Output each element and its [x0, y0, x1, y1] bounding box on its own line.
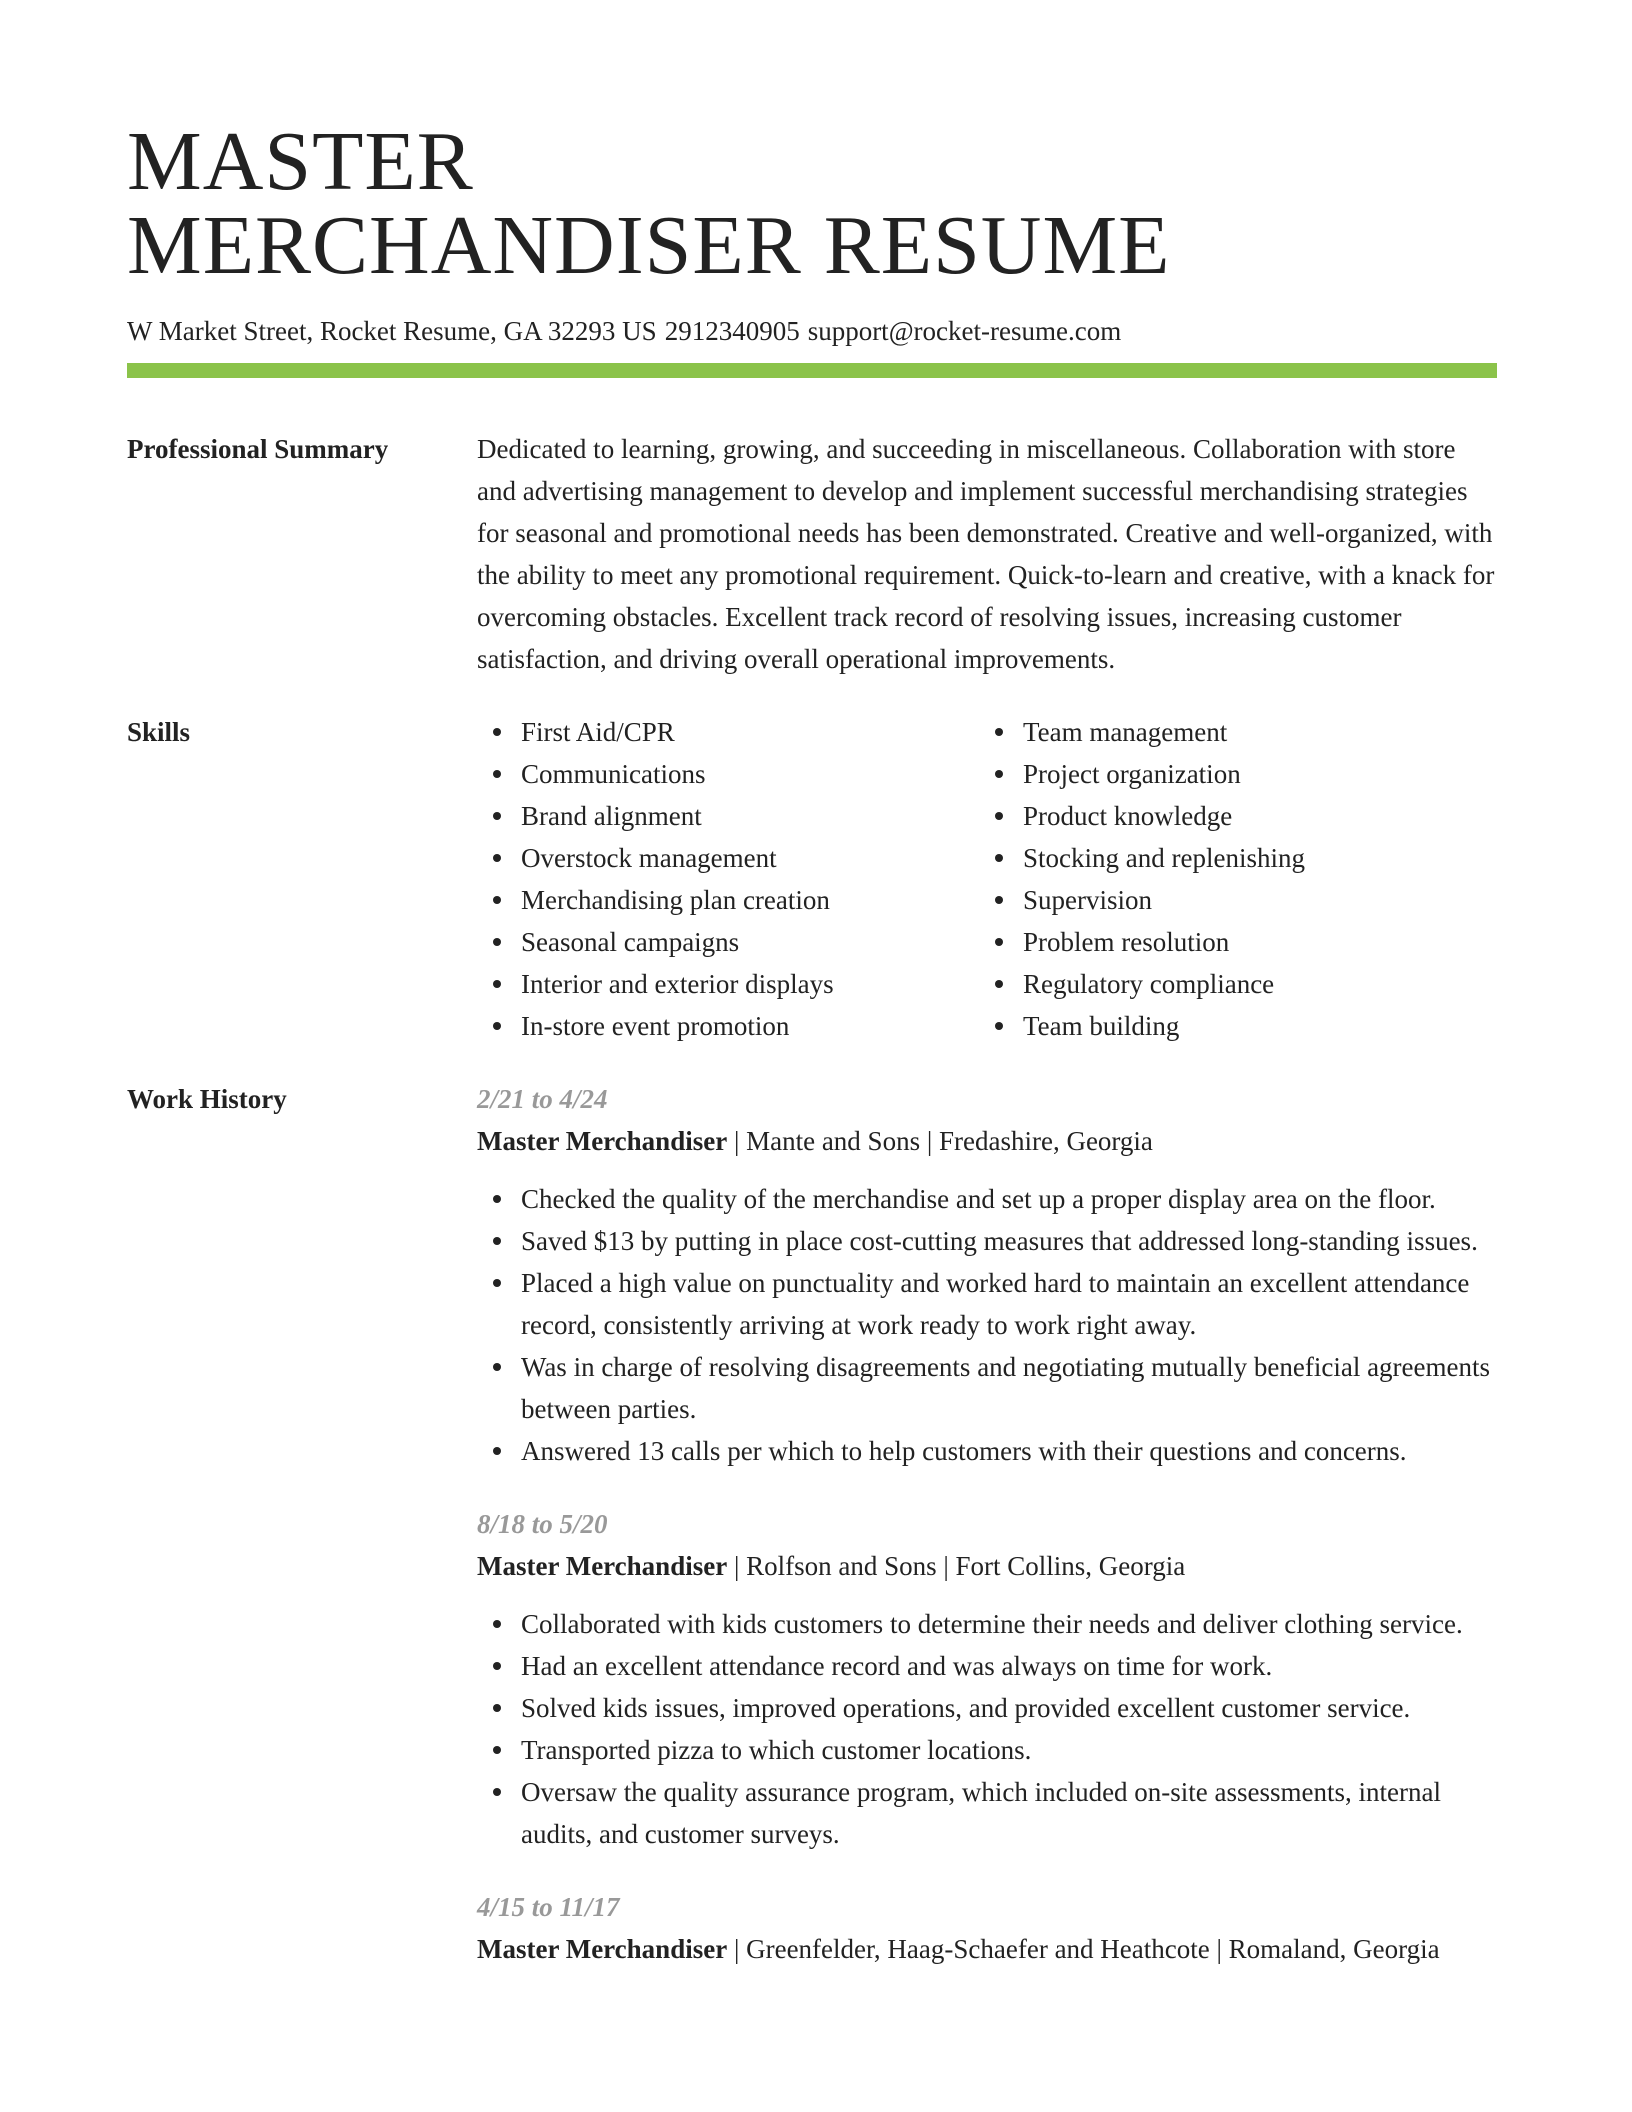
contact-email: support@rocket-resume.com [807, 316, 1122, 346]
section-label-work-history: Work History [127, 1084, 287, 1114]
job-details: | Mante and Sons | Fredashire, Georgia [727, 1126, 1153, 1156]
skill-item: Communications [521, 753, 979, 795]
job-bullets [477, 1603, 1497, 1855]
professional-summary-section [127, 428, 1497, 680]
job-bullets [477, 1178, 1497, 1472]
work-history-body [477, 1078, 1497, 2001]
resume-page [127, 115, 1497, 2001]
job-dates: 4/15 to 11/17 [477, 1892, 620, 1922]
job-entry [477, 1078, 1497, 1472]
job-bullet: Answered 13 calls per which to help customers with their questions and concerns. [521, 1430, 1497, 1472]
skills-body [477, 711, 1497, 1047]
work-history-section [127, 1078, 1497, 2001]
resume-title-line-1: MASTER [127, 115, 474, 208]
skill-item: First Aid/CPR [521, 711, 979, 753]
skill-item: Brand alignment [521, 795, 979, 837]
skill-item: Project organization [1023, 753, 1481, 795]
job-dates: 8/18 to 5/20 [477, 1509, 608, 1539]
job-bullet: Saved $13 by putting in place cost-cutting measures that addressed long-standing issues. [521, 1220, 1497, 1262]
skill-item: Product knowledge [1023, 795, 1481, 837]
skill-item: Seasonal campaigns [521, 921, 979, 963]
job-details: | Rolfson and Sons | Fort Collins, Georgia [727, 1551, 1186, 1581]
job-bullet: Solved kids issues, improved operations, and provided excellent customer service. [521, 1687, 1497, 1729]
skills-list-left [477, 711, 979, 1047]
contact-info [127, 314, 1497, 348]
section-label-skills: Skills [127, 717, 191, 747]
job-bullet: Checked the quality of the merchandise and set up a proper display area on the floor. [521, 1178, 1497, 1220]
job-bullet: Placed a high value on punctuality and worked hard to maintain an excellent attendance record, consistently arriving at work ready to work right away. [521, 1262, 1497, 1346]
resume-title-line-2: MERCHANDISER RESUME [127, 199, 1171, 292]
job-heading [477, 1928, 1497, 1970]
job-heading [477, 1120, 1497, 1162]
job-bullet: Collaborated with kids customers to determine their needs and deliver clothing service. [521, 1603, 1497, 1645]
job-entry [477, 1886, 1497, 1970]
skills-section [127, 711, 1497, 1047]
contact-address: W Market Street, Rocket Resume, GA 32293 US [127, 316, 657, 346]
skill-item: In-store event promotion [521, 1005, 979, 1047]
job-bullet: Transported pizza to which customer locations. [521, 1729, 1497, 1771]
resume-header [127, 115, 1497, 378]
skill-item: Supervision [1023, 879, 1481, 921]
skill-item: Merchandising plan creation [521, 879, 979, 921]
skill-item: Overstock management [521, 837, 979, 879]
job-heading [477, 1545, 1497, 1587]
job-entry [477, 1503, 1497, 1855]
section-label-professional-summary: Professional Summary [127, 434, 389, 464]
header-divider [127, 363, 1497, 378]
job-bullet: Had an excellent attendance record and was always on time for work. [521, 1645, 1497, 1687]
summary-text: Dedicated to learning, growing, and succeeding in miscellaneous. Collaboration with store and advertising management to develop and implement successful merchandising strategies for seasonal and promotional needs has been demonstrated. Creative and well-organized, with the ability to meet any promotional requirement. Quick-to-learn and creative, with a knack for overcoming obstacles. Excellent track record of resolving issues, increasing customer satisfaction, and driving overall operational improvements. [477, 434, 1495, 674]
job-details: | Greenfelder, Haag-Schaefer and Heathcote | Romaland, Georgia [727, 1934, 1440, 1964]
job-bullet: Was in charge of resolving disagreements and negotiating mutually beneficial agreements between parties. [521, 1346, 1497, 1430]
skill-item: Team building [1023, 1005, 1481, 1047]
job-title: Master Merchandiser [477, 1126, 728, 1156]
skill-item: Regulatory compliance [1023, 963, 1481, 1005]
job-title: Master Merchandiser [477, 1934, 728, 1964]
job-dates: 2/21 to 4/24 [477, 1084, 608, 1114]
skill-item: Problem resolution [1023, 921, 1481, 963]
skill-item: Team management [1023, 711, 1481, 753]
job-title: Master Merchandiser [477, 1551, 728, 1581]
skills-list-right [979, 711, 1481, 1047]
skill-item: Stocking and replenishing [1023, 837, 1481, 879]
contact-phone: 2912340905 [664, 316, 800, 346]
job-bullet: Oversaw the quality assurance program, which included on-site assessments, internal audits, and customer surveys. [521, 1771, 1497, 1855]
skill-item: Interior and exterior displays [521, 963, 979, 1005]
